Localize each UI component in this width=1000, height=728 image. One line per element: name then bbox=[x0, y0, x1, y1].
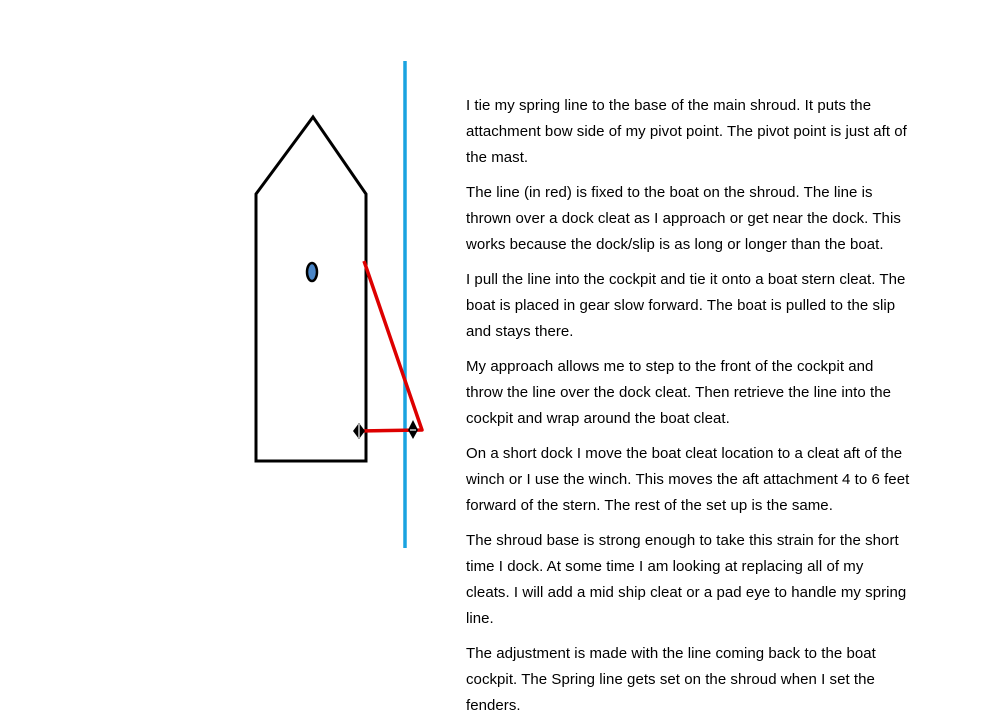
explanation-text bbox=[466, 93, 911, 728]
spring-line bbox=[358, 261, 422, 431]
paragraph-6: The shroud base is strong enough to take this strain for the short time I dock. At some time I am looking at replacing all of my cleats. I will add a mid ship cleat or a pad eye to handle my spring line. bbox=[466, 532, 907, 627]
paragraph-1: I tie my spring line to the base of the main shroud. It puts the attachment bow side of my pivot point. The pivot point is just aft of the mast. bbox=[466, 97, 907, 166]
paragraph-5: On a short dock I move the boat cleat location to a cleat aft of the winch or I use the winch. This moves the aft attachment 4 to 6 feet forward of the stern. The rest of the set up is the same. bbox=[466, 445, 910, 514]
paragraph-4: My approach allows me to step to the front of the cockpit and throw the line over the dock cleat. Then retrieve the line into the cockpit and wrap around the boat cleat. bbox=[466, 358, 891, 427]
boat-stern-cleat bbox=[353, 423, 365, 439]
paragraph-3: I pull the line into the cockpit and tie it onto a boat stern cleat. The boat is placed in gear slow forward. The boat is pulled to the slip and stays there. bbox=[466, 271, 906, 340]
mast bbox=[307, 263, 317, 281]
paragraph-2: The line (in red) is fixed to the boat on the shroud. The line is thrown over a dock cleat as I approach or get near the dock. This works because the dock/slip is as long or longer than the boat. bbox=[466, 184, 901, 253]
paragraph-7: The adjustment is made with the line coming back to the boat cockpit. The Spring line gets set on the shroud when I set the fenders. bbox=[466, 645, 876, 714]
boat-hull bbox=[256, 117, 366, 461]
dock-cleat bbox=[408, 420, 418, 439]
